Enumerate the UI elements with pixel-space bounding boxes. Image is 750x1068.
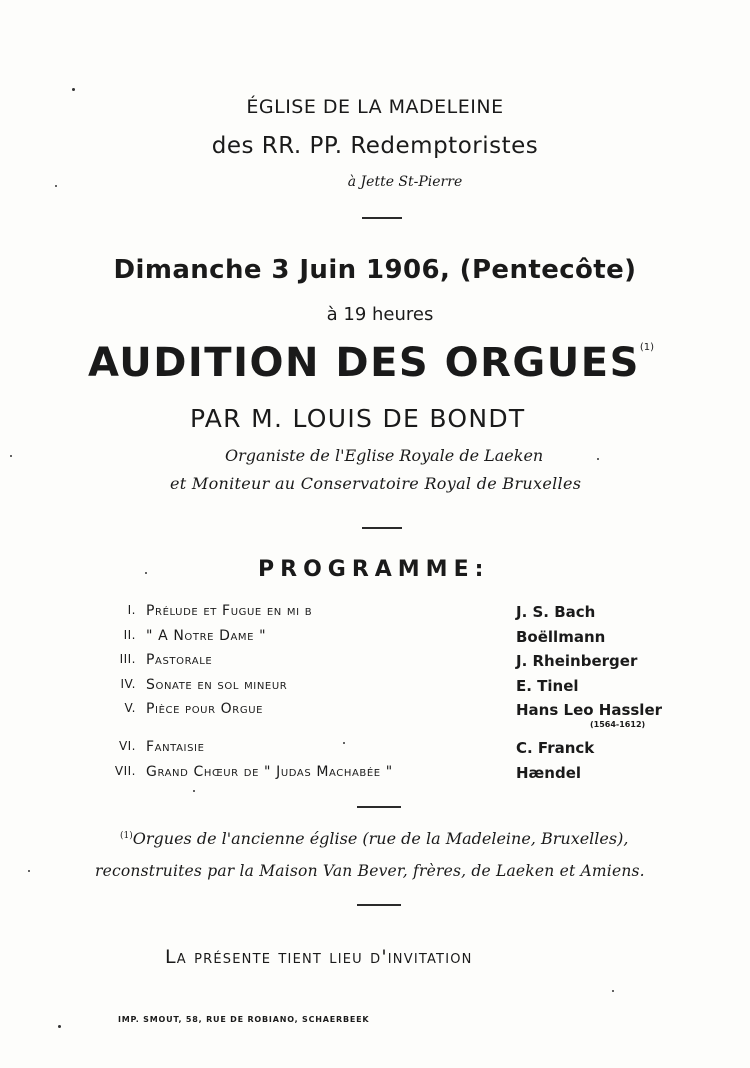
item-number: II. <box>123 627 136 642</box>
scan-speck <box>612 990 614 992</box>
event-title <box>88 340 654 386</box>
footnote-line-1 <box>120 829 628 848</box>
item-title: Fantaisie <box>146 739 205 755</box>
scan-speck <box>145 572 147 574</box>
item-number: V. <box>124 701 136 715</box>
footnote-line-1-text: Orgues de l'ancienne église (rue de la Madeleine, Bruxelles), <box>132 829 629 848</box>
item-number: I. <box>127 603 136 617</box>
footnote-line-2: reconstruites par la Maison Van Bever, frères, de Laeken et Amiens. <box>95 862 645 880</box>
programme-item <box>0 764 750 789</box>
scan-speck <box>343 742 345 744</box>
item-number: VI. <box>118 739 136 753</box>
item-number: III. <box>119 652 136 666</box>
programme-item <box>0 701 750 739</box>
divider-rule <box>357 904 401 906</box>
programme-item <box>0 677 750 702</box>
order-name: des RR. PP. Redemptoristes <box>211 133 539 159</box>
programme-item <box>0 739 750 764</box>
invitation-note: La présente tient lieu d'invitation <box>165 946 473 968</box>
item-title: " A Notre Dame " <box>146 627 267 644</box>
programme-list <box>0 603 750 788</box>
item-composer: E. Tinel <box>516 676 579 695</box>
event-time: à 19 heures <box>326 304 434 325</box>
divider-rule <box>357 806 401 808</box>
scan-speck <box>58 1025 61 1028</box>
scan-speck <box>72 88 75 91</box>
event-date: Dimanche 3 Juin 1906, (Pentecôte) <box>113 255 637 285</box>
item-title: Sonate en sol mineur <box>146 676 288 693</box>
location: à Jette St-Pierre <box>347 174 463 190</box>
event-title-text: AUDITION DES ORGUES <box>88 340 640 386</box>
divider-rule <box>362 217 402 219</box>
item-composer: C. Franck <box>516 739 595 757</box>
item-composer-dates: (1564-1612) <box>590 720 646 729</box>
printer-imprint: IMP. SMOUT, 58, RUE DE ROBIANO, SCHAERBEEK <box>118 1015 370 1024</box>
scan-speck <box>55 185 57 187</box>
church-name: ÉGLISE DE LA MADELEINE <box>246 96 504 118</box>
item-title: Prélude et Fugue en mi b <box>146 603 313 619</box>
item-title: Grand Chœur de " Judas Machabée " <box>146 763 393 780</box>
title-footnote-mark: (1) <box>639 342 655 353</box>
programme-item <box>0 603 750 628</box>
scan-speck <box>193 790 195 792</box>
item-composer: Hændel <box>516 763 582 782</box>
item-composer: Hans Leo Hassler <box>516 701 663 719</box>
item-composer: J. S. Bach <box>516 603 596 621</box>
item-title: Pièce pour Orgue <box>146 701 264 717</box>
scan-speck <box>28 870 30 872</box>
programme-item <box>0 628 750 653</box>
programme-heading: PROGRAMME: <box>258 557 490 582</box>
item-number: VII. <box>114 763 136 778</box>
item-title: Pastorale <box>146 652 213 668</box>
scan-speck <box>597 458 599 460</box>
item-composer: J. Rheinberger <box>516 652 638 670</box>
scan-speck <box>10 455 12 457</box>
performer-role-2: et Moniteur au Conservatoire Royal de Bruxelles <box>170 474 582 493</box>
item-number: IV. <box>120 676 136 691</box>
performer-role-1: Organiste de l'Eglise Royale de Laeken <box>225 446 544 465</box>
item-composer: Boëllmann <box>516 627 606 646</box>
divider-rule <box>362 527 402 529</box>
performer: PAR M. LOUIS DE BONDT <box>190 404 526 433</box>
programme-item <box>0 652 750 677</box>
footnote-mark: (1) <box>120 831 133 841</box>
